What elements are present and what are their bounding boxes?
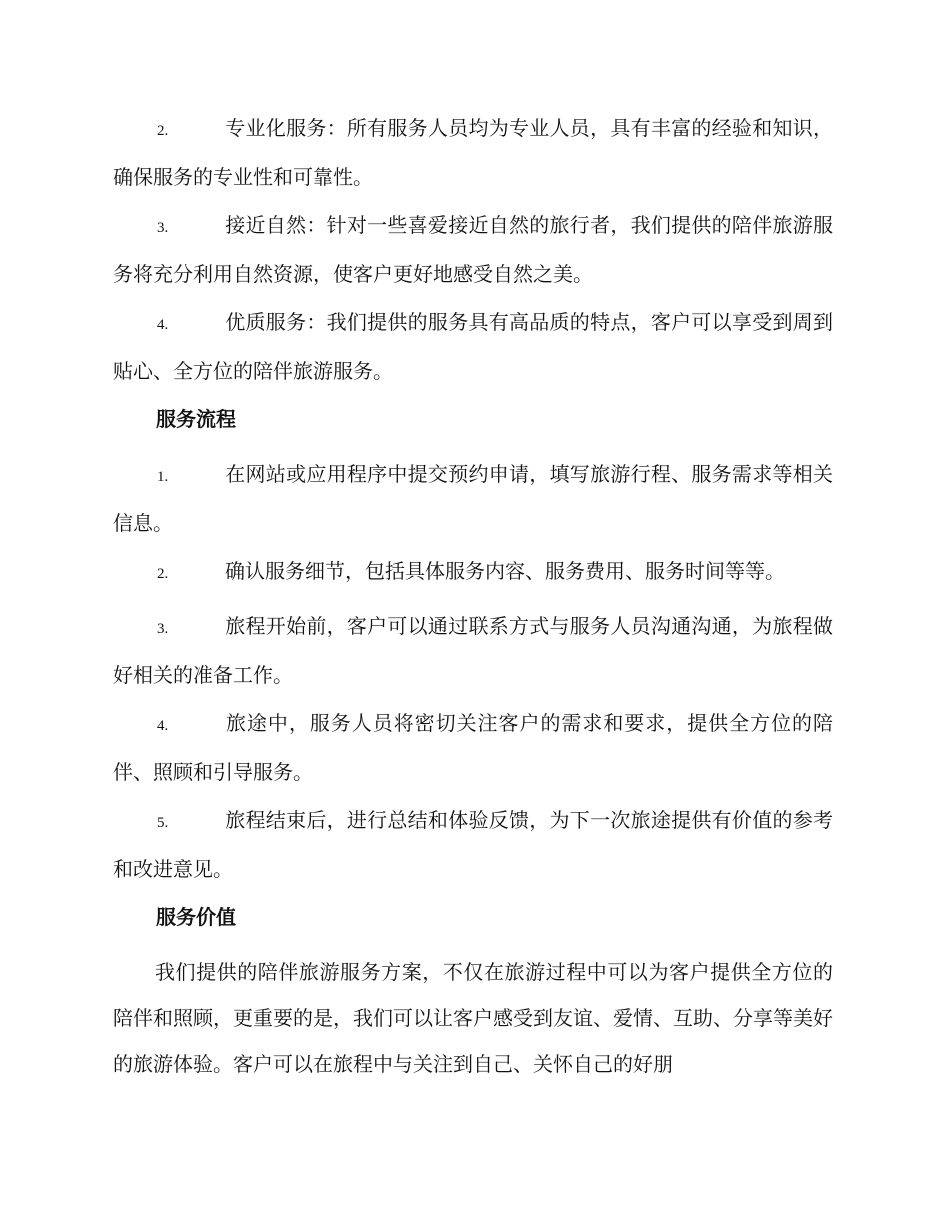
section-process: [113, 396, 833, 442]
feature-list: [113, 105, 833, 200]
feature-list: [113, 202, 833, 297]
process-list: [113, 451, 833, 546]
feature-item: [113, 105, 833, 200]
item-number: 2.: [157, 123, 169, 139]
value-body: [113, 949, 833, 1087]
process-step: [113, 603, 833, 698]
item-text: 专业化服务：所有服务人员均为专业人员，具有丰富的经验和知识，确保服务的专业性和可靠性。: [113, 116, 833, 189]
section-heading: 服务流程: [156, 407, 236, 431]
process-step: [113, 548, 833, 597]
process-list: [113, 797, 833, 892]
process-step: [113, 797, 833, 892]
item-number: 1.: [157, 469, 169, 485]
feature-item: [113, 202, 833, 297]
item-text: 旅途中，服务人员将密切关注客户的需求和要求，提供全方位的陪伴、照顾和引导服务。: [113, 711, 833, 784]
process-list: [113, 700, 833, 795]
section-value: [113, 894, 833, 940]
process-step: [113, 700, 833, 795]
item-text: 接近自然：针对一些喜爱接近自然的旅行者，我们提供的陪伴旅游服务将充分利用自然资源，使客户更好地感受自然之美。: [113, 213, 833, 286]
feature-item: [113, 299, 833, 394]
item-text: 旅程开始前，客户可以通过联系方式与服务人员沟通沟通，为旅程做好相关的准备工作。: [113, 614, 833, 687]
item-number: 4.: [157, 718, 169, 734]
process-list: [113, 548, 833, 597]
section-heading: 服务价值: [156, 905, 236, 929]
item-number: 3.: [157, 220, 169, 236]
item-number: 5.: [157, 815, 169, 831]
item-text: 在网站或应用程序中提交预约申请，填写旅游行程、服务需求等相关信息。: [113, 462, 833, 535]
process-step: [113, 451, 833, 546]
process-list: [113, 603, 833, 698]
item-text: 优质服务：我们提供的服务具有高品质的特点，客户可以享受到周到贴心、全方位的陪伴旅游服务。: [113, 310, 833, 383]
body-paragraph: 我们提供的陪伴旅游服务方案，不仅在旅游过程中可以为客户提供全方位的陪伴和照顾，更重要的是，我们可以让客户感受到友谊、爱情、互助、分享等美好的旅游体验。客户可以在旅程中与关注到自己、关怀自己的好朋: [113, 960, 833, 1076]
item-number: 4.: [157, 317, 169, 333]
item-number: 3.: [157, 621, 169, 637]
feature-list: [113, 299, 833, 394]
item-text: 确认服务细节，包括具体服务内容、服务费用、服务时间等等。: [225, 559, 785, 583]
item-number: 2.: [157, 566, 169, 582]
item-text: 旅程结束后，进行总结和体验反馈，为下一次旅途提供有价值的参考和改进意见。: [113, 808, 833, 881]
